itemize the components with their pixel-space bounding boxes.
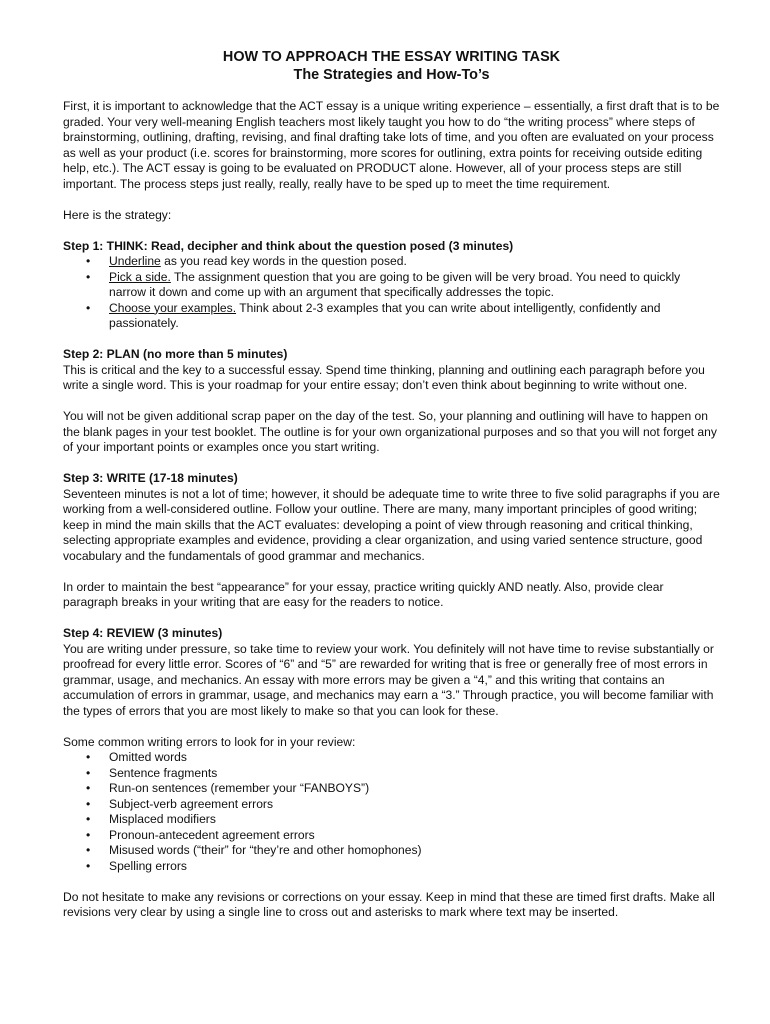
step4-section xyxy=(63,626,720,874)
step4-heading: Step 4: REVIEW (3 minutes) xyxy=(63,626,223,640)
bullet-icon: • xyxy=(86,269,91,284)
errors-list xyxy=(63,750,720,874)
item-lead: Pick a side. xyxy=(109,269,171,284)
list-item xyxy=(63,843,720,859)
list-item xyxy=(63,254,720,270)
item-text: Think about 2-3 examples that you can write about intelligently, confidently and passionately. xyxy=(109,300,661,330)
item-text: The assignment question that you are going to be given will be very broad. You need to quickly narrow it down and come up with an argument that specifically addresses the topic. xyxy=(109,269,681,299)
step1-list xyxy=(63,254,720,332)
bullet-icon: • xyxy=(86,827,91,842)
document-title: HOW TO APPROACH THE ESSAY WRITING TASK xyxy=(222,49,561,65)
step2-heading: Step 2: PLAN (no more than 5 minutes) xyxy=(63,347,288,361)
step4-body: You are writing under pressure, so take time to review your work. You definitely will not have time to revise substantially or proofread for every little error. Scores of “6” and “5” are rewarded for writing that is free or generally free of most errors in grammar, usage, and mechanics. An essay with more errors may be given a “4,” and this writing that contains an accumulation of errors in grammar, usage, and mechanics may earn a “3.” Through practice, you will become familiar with the types of errors that you are most likely to make so that you can look for these. xyxy=(63,641,714,718)
error-item: Omitted words xyxy=(109,750,187,764)
list-item xyxy=(63,812,720,828)
list-item xyxy=(63,781,720,797)
error-item: Spelling errors xyxy=(109,858,187,873)
list-item xyxy=(63,750,720,766)
list-item xyxy=(63,828,720,844)
bullet-icon: • xyxy=(86,750,91,764)
item-text: as you read key words in the question posed. xyxy=(160,254,407,268)
bullet-icon: • xyxy=(86,812,91,826)
error-item: Pronoun-antecedent agreement errors xyxy=(109,827,315,842)
bullet-icon: • xyxy=(86,300,91,315)
error-item: Misplaced modifiers xyxy=(109,812,216,826)
bullet-icon: • xyxy=(86,254,91,268)
error-item: Sentence fragments xyxy=(109,765,218,780)
bullet-icon: • xyxy=(86,765,91,780)
error-item: Misused words (“their” for “they’re and other homophones) xyxy=(109,843,422,857)
title-block xyxy=(63,48,720,84)
step1-heading: Step 1: THINK: Read, decipher and think about the question posed (3 minutes) xyxy=(63,238,514,253)
list-item xyxy=(63,859,720,875)
list-item xyxy=(63,766,720,782)
step2-section xyxy=(63,347,720,456)
step3-section xyxy=(63,471,720,611)
step2-body: This is critical and the key to a successful essay. Spend time thinking, planning and outlining each paragraph before you write a single word. This is your roadmap for your entire essay; don’t even think about beginning to write without one. xyxy=(63,362,705,392)
step3-body-2: In order to maintain the best “appearance” for your essay, practice writing quickly AND neatly. Also, provide clear paragraph breaks in your writing that are easy for the readers to notice. xyxy=(63,579,664,609)
list-item xyxy=(63,270,720,301)
intro-paragraph: First, it is important to acknowledge that the ACT essay is a unique writing experience – essentially, a first draft that is to be graded. Your very well-meaning English teachers most likely taught you how to do “the writing process” where steps of brainstorming, outlining, drafting, revising, and final drafting take lots of time, and you often are evaluated on your process as well as your product (i.e. scores for brainstorming, more scores for outlining, extra points for receiving outside editing help, etc.). The ACT essay is going to be evaluated on PRODUCT alone. However, all of your process steps are still important. The process steps just really, really, really have to be sped up to meet the time requirement. xyxy=(63,99,720,191)
closing-paragraph: Do not hesitate to make any revisions or corrections on your essay. Keep in mind that these are timed first drafts. Make all revisions very clear by using a single line to cross out and asterisks to mark where text may be inserted. xyxy=(63,889,715,919)
list-item xyxy=(63,797,720,813)
bullet-icon: • xyxy=(86,781,91,795)
document-subtitle: The Strategies and How-To’s xyxy=(293,67,490,83)
item-lead: Choose your examples. xyxy=(109,300,237,315)
bullet-icon: • xyxy=(86,843,91,857)
error-item: Subject-verb agreement errors xyxy=(109,796,274,811)
strategy-intro: Here is the strategy: xyxy=(63,207,172,222)
bullet-icon: • xyxy=(86,858,91,873)
item-lead: Underline xyxy=(109,254,161,268)
error-item: Run-on sentences (remember your “FANBOYS”) xyxy=(109,781,370,795)
step2-body-2: You will not be given additional scrap paper on the day of the test. So, your planning and outlining will have to happen on the blank pages in your test booklet. The outline is for your own organizational purposes and so that you will not forget any of your important points or examples once you start writing. xyxy=(63,409,717,454)
errors-intro: Some common writing errors to look for in your review: xyxy=(63,734,356,749)
step1-section xyxy=(63,239,720,332)
step3-heading: Step 3: WRITE (17-18 minutes) xyxy=(63,471,238,485)
step3-body: Seventeen minutes is not a lot of time; however, it should be adequate time to write three to five solid paragraphs if you are working from a well-considered outline. Follow your outline. There are many, many important principles of good writing; keep in mind the main skills that the ACT evaluates: developing a point of view through reasoning and critical thinking, selecting appropriate examples and evidence, providing a clear organization, and using varied sentence structure, good vocabulary and the fundamentals of good grammar and mechanics. xyxy=(63,486,720,563)
bullet-icon: • xyxy=(86,796,91,811)
list-item xyxy=(63,301,720,332)
